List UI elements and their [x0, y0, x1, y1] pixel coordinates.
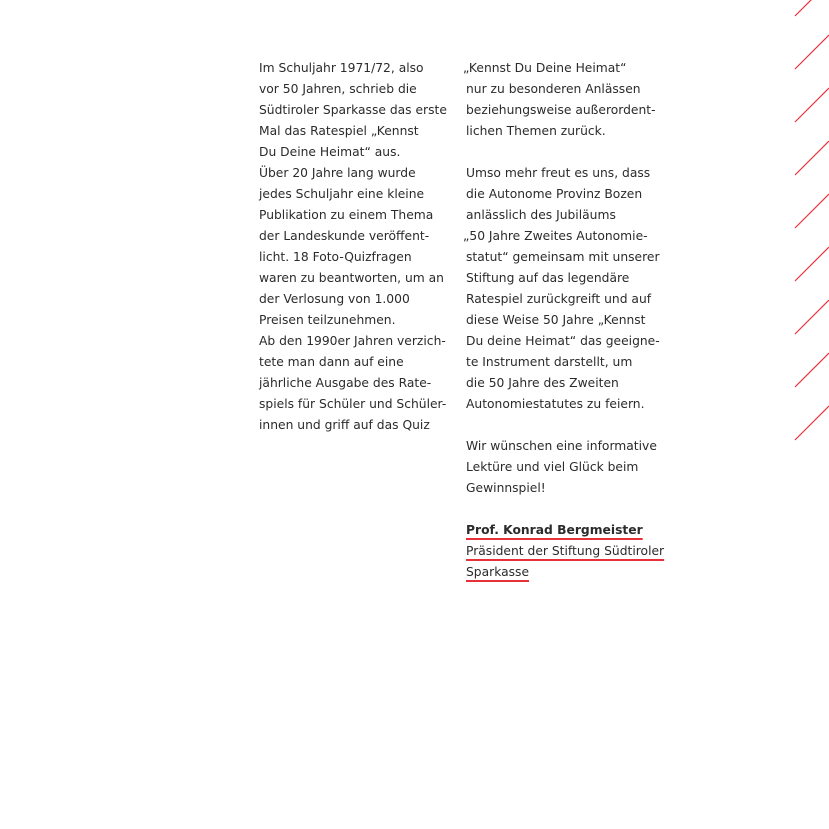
paragraph-gap — [463, 415, 668, 436]
text-line: Im Schuljahr 1971/72, also — [259, 61, 424, 75]
text-line: Du deine Heimat“ das geeigne- — [466, 334, 660, 348]
text-line: tete man dann auf eine — [259, 355, 404, 369]
text-line: der Landeskunde veröffent- — [259, 229, 430, 243]
text-line: Wir wünschen eine informative — [466, 439, 657, 453]
text-line: Lektüre und viel Glück beim — [466, 460, 639, 474]
text-line: Gewinnspiel! — [466, 481, 546, 495]
text-line: „Kennst Du Deine Heimat“ — [463, 61, 627, 75]
text-line: Stiftung auf das legendäre — [466, 271, 630, 285]
signature-block — [463, 520, 668, 583]
text-line: Über 20 Jahre lang wurde — [259, 166, 416, 180]
paragraph-1 — [463, 58, 668, 142]
text-line: beziehungsweise außerordent- — [466, 103, 656, 117]
text-line: diese Weise 50 Jahre „Kennst — [466, 313, 646, 327]
text-line: waren zu beantworten, um an — [259, 271, 444, 285]
paragraph-3 — [463, 436, 668, 499]
text-line: „50 Jahre Zweites Autonomie- — [463, 229, 648, 243]
text-line: Umso mehr freut es uns, dass — [466, 166, 651, 180]
text-line: Ab den 1990er Jahren verzich- — [259, 334, 446, 348]
text-line: statut“ gemeinsam mit unserer — [466, 250, 660, 264]
text-line: Mal das Ratespiel „Kennst — [259, 124, 419, 138]
text-line: die 50 Jahre des Zweiten — [466, 376, 619, 390]
signature-name: Prof. Konrad Bergmeister — [466, 523, 643, 537]
text-line: vor 50 Jahren, schrieb die — [259, 82, 417, 96]
right-text-column — [463, 58, 668, 583]
text-line: jährliche Ausgabe des Rate- — [259, 376, 432, 390]
text-line: jedes Schuljahr eine kleine — [259, 187, 425, 201]
text-line: licht. 18 Foto-Quizfragen — [259, 250, 412, 264]
text-line: Autonomiestatutes zu feiern. — [466, 397, 645, 411]
text-line: Du Deine Heimat“ aus. — [259, 145, 401, 159]
text-line: Publikation zu einem Thema — [259, 208, 434, 222]
text-line: spiels für Schüler und Schüler- — [259, 397, 447, 411]
text-line: innen und griff auf das Quiz — [259, 418, 430, 432]
text-line: nur zu besonderen Anlässen — [466, 82, 641, 96]
text-line: lichen Themen zurück. — [466, 124, 606, 138]
text-line: anlässlich des Jubiläums — [466, 208, 616, 222]
text-line: Südtiroler Sparkasse das erste — [259, 103, 447, 117]
signature-title: Präsident der Stiftung Südtiroler — [466, 544, 665, 558]
text-line: die Autonome Provinz Bozen — [466, 187, 643, 201]
paragraph-gap — [463, 499, 668, 520]
diagonal-stripes-decoration — [790, 0, 829, 460]
text-line: Ratespiel zurückgreift und auf — [466, 292, 652, 306]
text-line: Preisen teilzunehmen. — [259, 313, 396, 327]
text-line: der Verlosung von 1.000 — [259, 292, 410, 306]
paragraph-gap — [463, 142, 668, 163]
signature-title-cont: Sparkasse — [466, 565, 530, 579]
paragraph-2 — [463, 163, 668, 415]
text-line: te Instrument darstellt, um — [466, 355, 633, 369]
left-text-column — [259, 58, 454, 436]
